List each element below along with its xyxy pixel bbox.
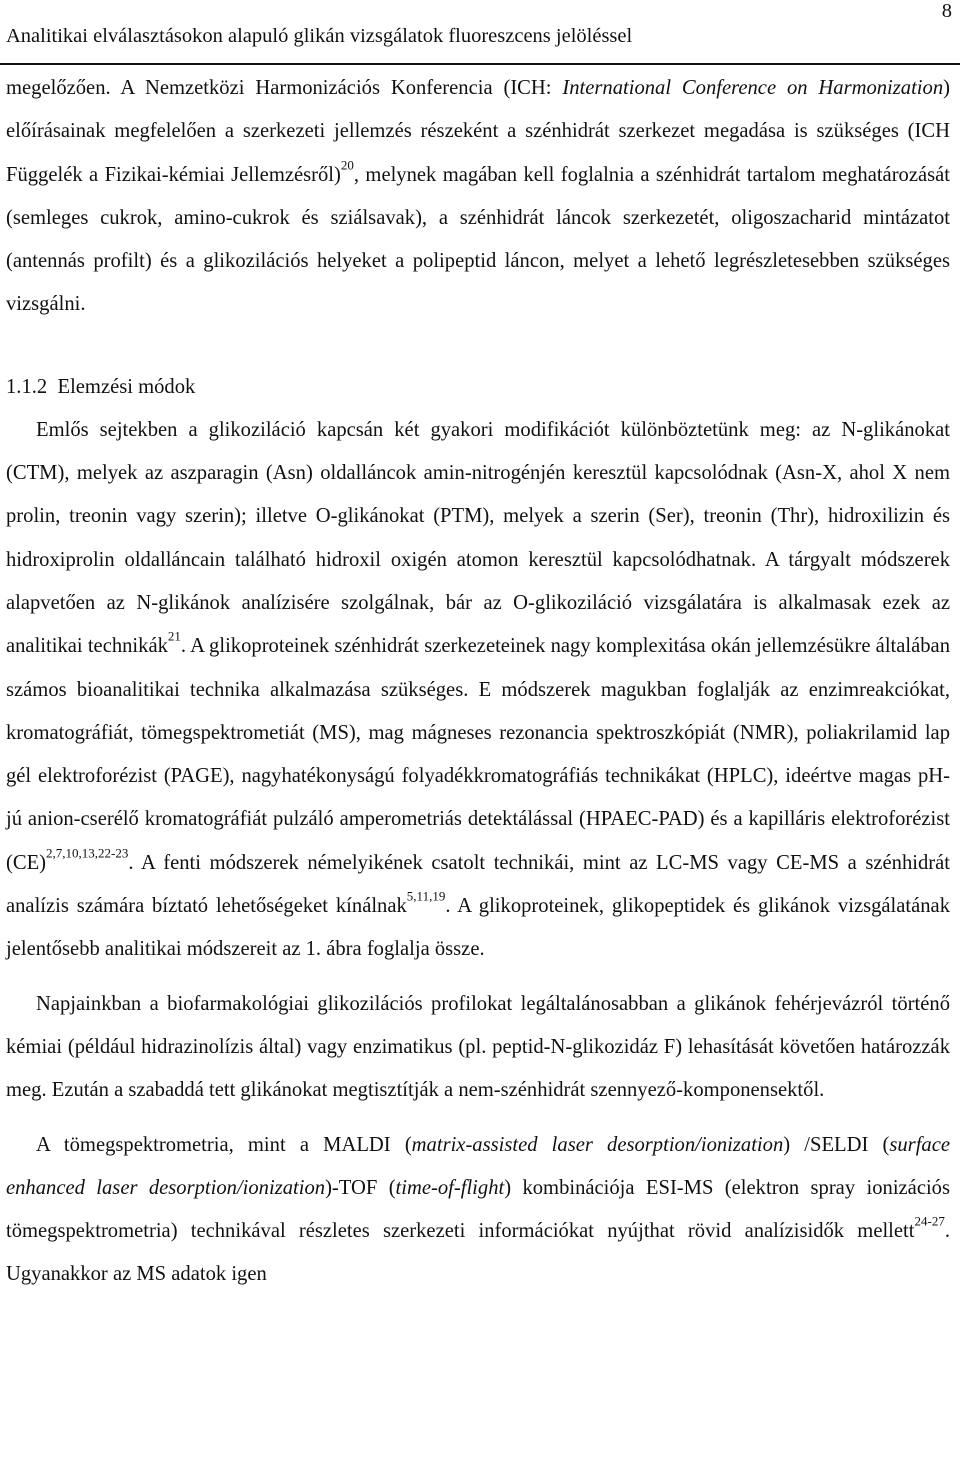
italic-term: International Conference on Harmonization [562, 77, 944, 99]
text-span: Napjainkban a biofarmakológiai glikozilációs profilokat legáltalánosabban a glikánok fehérjevázról történő kémiai (például hidrazinolízis által) vagy enzimatikus (pl. peptid-N-glikozidáz F) lehasítását követően határozzák meg. Ezután a szabaddá tett glikánokat megtisztítják a nem-szénhidrát szennyező-komponensektől. [6, 992, 950, 1102]
text-span: )-TOF ( [325, 1176, 396, 1199]
citation-ref: 24-27 [914, 1213, 945, 1229]
text-span: Emlős sejtekben a glikoziláció kapcsán két gyakori modifikációt különböztetünk meg: az N-glikánokat (CTM), melyek az aszparagin (Asn) oldalláncok amin-nitrogénjén keresztül kapcsolódnak (Asn-X, ahol X nem prolin, treonin vagy szerin); illetve O-glikánokat (PTM), melyek a szerin (Ser), treonin (Thr), hidroxilizin és hidroxiprolin oldalláncain található hidroxil oxigén atomon keresztül kapcsolódhatnak. A tárgyalt módszerek alapvetően az N-glikánok analízisére szolgálnak, bár az O-glikoziláció vizsgálatára is alkalmasak ezek az analitikai technikák [6, 418, 950, 658]
citation-ref: 21 [167, 628, 181, 644]
italic-term: matrix-assisted laser desorption/ionization [411, 1133, 784, 1156]
text-span: . A fenti módszerek némelyikének csatolt technikái, mint az LC-MS vagy CE-MS a szénhidrát analízis számára bíztató lehetőségeket kínálnak [6, 851, 950, 918]
running-header [6, 22, 956, 50]
citation-ref: 20 [340, 156, 354, 172]
text-span: ) előírásainak megfelelően a szerkezeti jellemzés részeként a szénhidrát szerkezet megadása is szükséges (ICH Függelék a Fizikai-kémiai Jellemzésről) [6, 77, 950, 186]
section-heading [6, 366, 950, 409]
paragraph-profiling [6, 983, 950, 1113]
italic-term: surface enhanced laser desorption/ionization [6, 1133, 950, 1199]
paragraph-ich [6, 67, 950, 327]
text-span: . A glikoproteinek, glikopeptidek és glikánok vizsgálatának jelentősebb analitikai módszereit az 1. ábra foglalja össze. [6, 895, 950, 961]
text-span: A tömegspektrometria, mint a MALDI ( [36, 1133, 412, 1156]
citation-ref: 5,11,19 [406, 888, 446, 904]
text-span: megelőzően. A Nemzetközi Harmonizációs Konferencia (ICH: [6, 77, 563, 99]
text-span: , melynek magában kell foglalnia a szénhidrát tartalom meghatározását (semleges cukrok, amino-cukrok és sziálsavak), a szénhidrát láncok szerkezetét, oligoszacharid mintázatot (antennás profilt) és a glikozilációs helyeket a polipeptid láncon, melyet a lehető legrészletesebben szükséges vizsgálni. [6, 163, 951, 316]
header-divider [0, 63, 960, 65]
italic-term: time-of-flight [395, 1176, 505, 1199]
running-header-title: Analitikai elválasztásokon alapuló glikán vizsgálatok fluoreszcens jelöléssel [6, 25, 633, 47]
document-body [6, 67, 950, 1297]
text-span: ) kombinációja ESI-MS (elektron spray ionizációs tömegspektrometria) technikával részletes szerkezeti információkat nyújthat rövid analízisidők mellett [6, 1176, 950, 1243]
section-number: 1.1.2 [6, 375, 48, 398]
text-span: ) /SELDI ( [783, 1133, 890, 1156]
paragraph-analysis-modes [6, 409, 950, 972]
text-span: . A glikoproteinek szénhidrát szerkezeteinek nagy komplexitása okán jellemzésükre általában számos bioanalitikai technika alkalmazása szükséges. E módszerek magukban foglalják az enzimreakciókat, kromatográfiát, tömegspektrometiát (MS), mag mágneses rezonancia spektroszkópiát (NMR), poliakrilamid lap gél elektroforézist (PAGE), nagyhatékonyságú folyadékkromatográfiás technikákat (HPLC), ideértve magas pH-jú anion-cserélő kromatográfiát pulzáló amperometriás detektálással (HPAEC-PAD) és a kapilláris elektroforézist (CE) [6, 635, 950, 874]
paragraph-mass-spectrometry [6, 1124, 950, 1297]
citation-ref: 2,7,10,13,22-23 [46, 845, 129, 861]
page-number: 8 [941, 0, 952, 22]
text-span: . Ugyanakkor az MS adatok igen [6, 1220, 950, 1286]
section-title: Elemzési módok [57, 375, 196, 398]
